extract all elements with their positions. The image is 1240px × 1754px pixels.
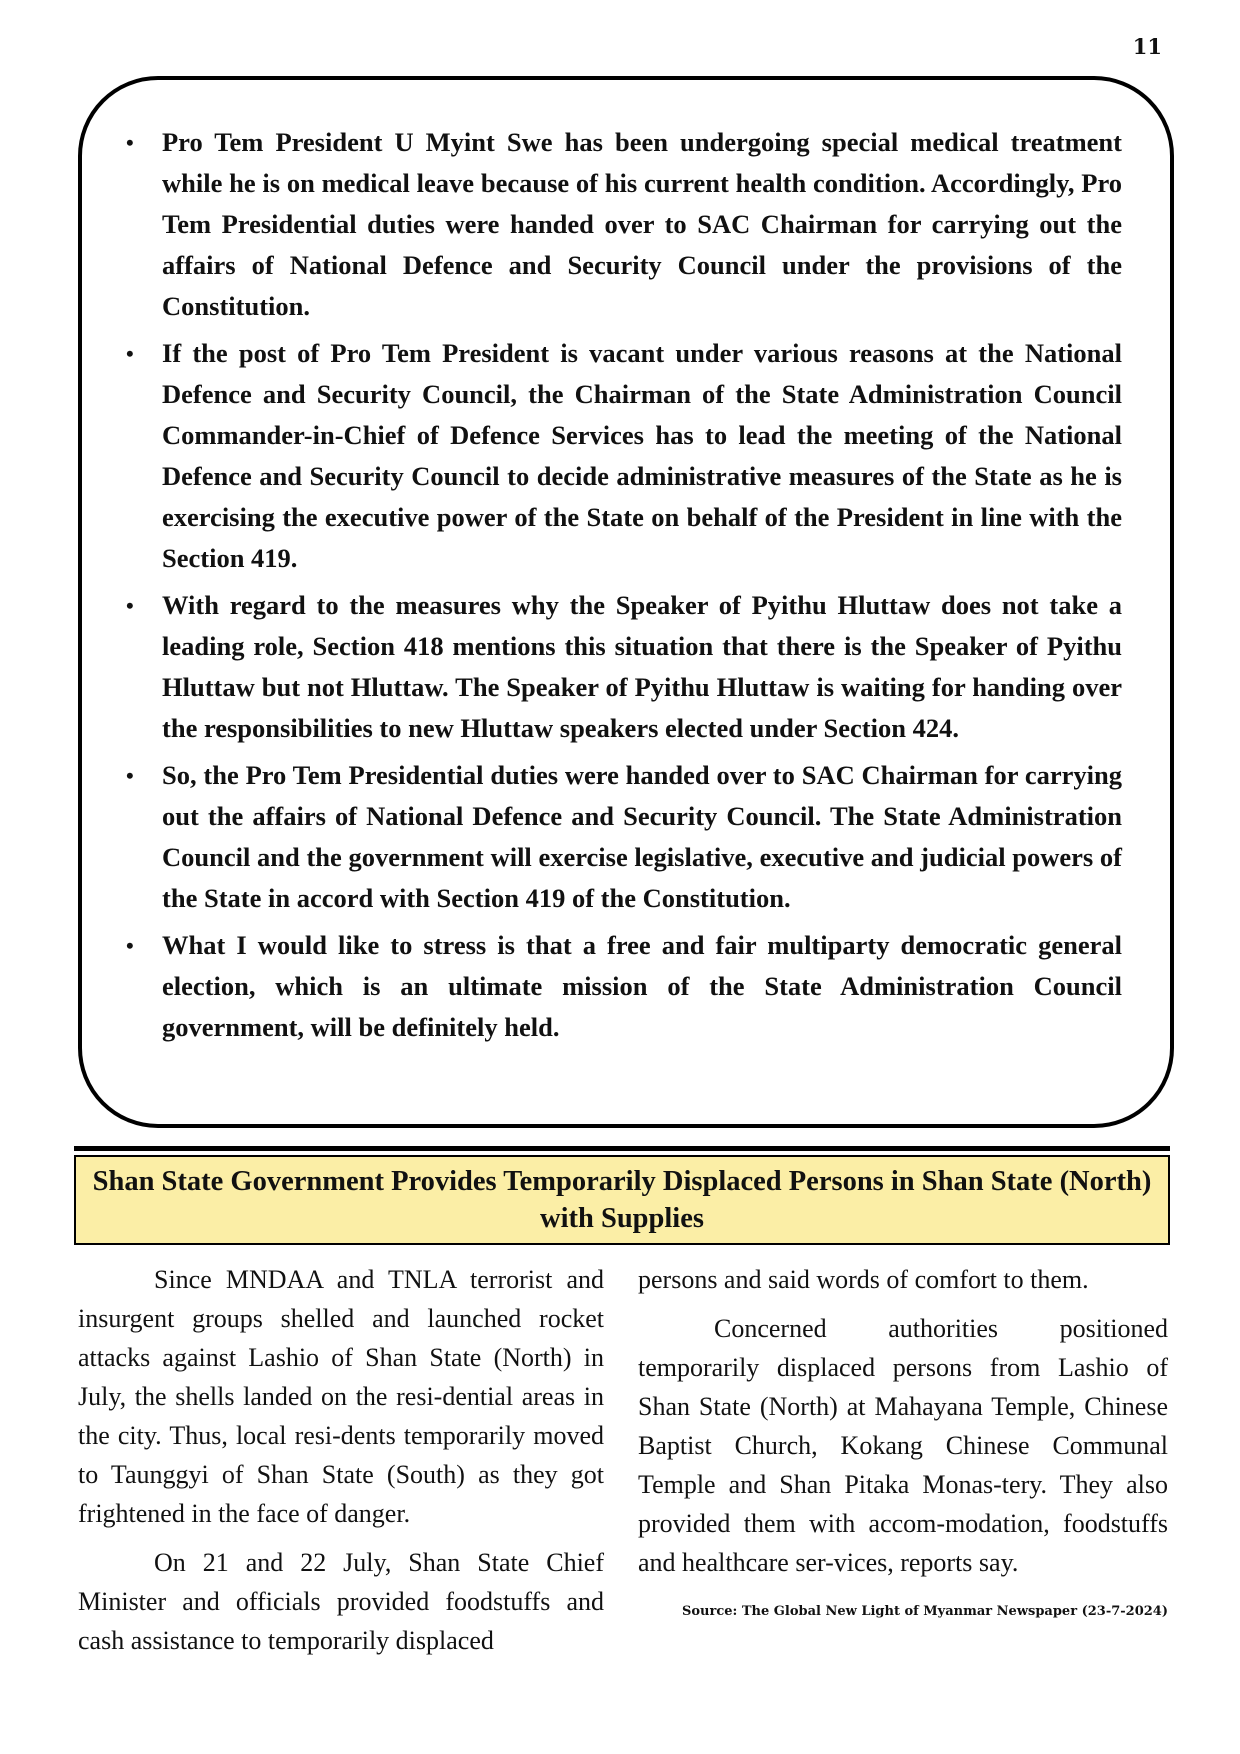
- source-citation: Source: The Global New Light of Myanmar Newspaper (23-7-2024): [682, 1604, 1168, 1619]
- article-paragraph: On 21 and 22 July, Shan State Chief Minister and officials provided foodstuffs and cash assistance to temporarily displaced: [78, 1548, 604, 1655]
- bullet-text: Pro Tem President U Myint Swe has been undergoing special medical treatment while he is on medical leave because of his current health condition. Accordingly, Pro Tem Presidential duties were handed over to SAC Chairman for carrying out the affairs of National Defence and Security Council under the provisions of the Constitution.: [162, 127, 1122, 321]
- section-divider: [74, 1146, 1170, 1151]
- article-paragraph: Since MNDAA and TNLA terrorist and insurgent groups shelled and launched rocket attacks against Lashio of Shan State (North) in July, the shells landed on the resi-dential areas in the city. Thus, local resi-dents temporarily moved to Taunggyi of Shan State (South) as they got frightened in the face of danger.: [78, 1265, 604, 1528]
- bullet-icon: •: [126, 341, 134, 366]
- bullet-icon: •: [126, 933, 134, 958]
- article-paragraph: persons and said words of comfort to them.: [638, 1265, 1089, 1294]
- bullet-list: [126, 122, 1122, 1054]
- article-paragraph: Concerned authorities positioned temporarily displaced persons from Lashio of Shan State (North) at Mahayana Temple, Chinese Baptist Church, Kokang Chinese Communal Temple and Shan Pitaka Monas-tery. They also provided them with accom-modation, foodstuffs and healthcare ser-vices, reports say.: [638, 1314, 1168, 1577]
- article-right-column: [638, 1260, 1168, 1631]
- bullet-text: With regard to the measures why the Speaker of Pyithu Hluttaw does not take a leading role, Section 418 mentions this situation that there is the Speaker of Pyithu Hluttaw but not Hluttaw. The Speaker of Pyithu Hluttaw is waiting for handing over the responsibilities to new Hluttaw speakers elected under Section 424.: [162, 590, 1122, 743]
- bullet-item: [126, 755, 1122, 919]
- bullet-text: If the post of Pro Tem President is vacant under various reasons at the National Defence and Security Council, the Chairman of the State Administration Council Commander-in-Chief of Defence Services has to lead the meeting of the National Defence and Security Council to decide administrative measures of the State as he is exercising the executive power of the State on behalf of the President in line with the Section 419.: [162, 338, 1122, 573]
- bullet-item: [126, 333, 1122, 579]
- bullet-icon: •: [126, 763, 134, 788]
- article-left-column: [78, 1260, 604, 1670]
- page-number: 11: [1132, 34, 1162, 59]
- bullet-item: [126, 925, 1122, 1048]
- bullet-item: [126, 122, 1122, 327]
- bullet-text: So, the Pro Tem Presidential duties were handed over to SAC Chairman for carrying out the affairs of National Defence and Security Council. The State Administration Council and the government will exercise legislative, executive and judicial powers of the State in accord with Section 419 of the Constitution.: [162, 760, 1122, 913]
- bullet-icon: •: [126, 593, 134, 618]
- article-headline: Shan State Government Provides Temporarily Displaced Persons in Shan State (North) with Supplies: [74, 1155, 1170, 1245]
- bullet-icon: •: [126, 130, 134, 155]
- bullet-text: What I would like to stress is that a free and fair multiparty democratic general election, which is an ultimate mission of the State Administration Council government, will be definitely held.: [162, 930, 1122, 1042]
- bullet-item: [126, 585, 1122, 749]
